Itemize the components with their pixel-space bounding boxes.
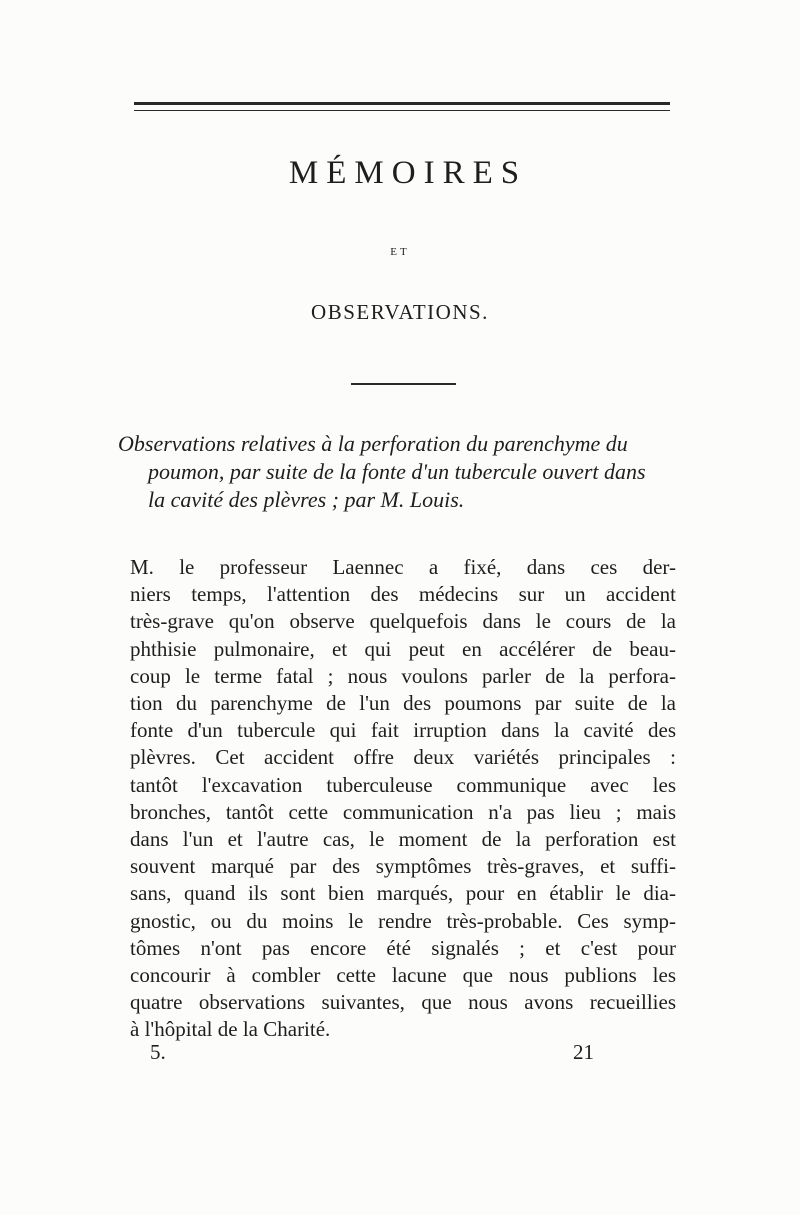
article-heading-line-2: poumon, par suite de la fonte d'un tubercule ouvert dans xyxy=(148,459,646,484)
body-line: à l'hôpital de la Charité. xyxy=(130,1017,331,1042)
article-heading-line-3: la cavité des plèvres ; par M. Louis. xyxy=(148,487,465,512)
body-line: coup le terme fatal ; nous voulons parler de la perfora- xyxy=(130,663,676,688)
body-line: M. le professeur Laennec a fixé, dans ces der- xyxy=(130,555,676,579)
body-line: très-grave qu'on observe quelquefois dans le cours de la xyxy=(130,609,676,634)
body-line: dans l'un et l'autre cas, le moment de la perforation est xyxy=(130,827,676,852)
section-subtitle: OBSERVATIONS. xyxy=(311,300,489,324)
header-double-rule-thick xyxy=(134,102,670,105)
body-line: gnostic, ou du moins le rendre très-probable. Ces symp- xyxy=(130,908,676,933)
section-title-conjunction: ET xyxy=(390,246,410,258)
section-divider-rule xyxy=(351,383,456,385)
body-line: fonte d'un tubercule qui fait irruption dans la cavité des xyxy=(130,718,676,743)
body-line: tômes n'ont pas encore été signalés ; et c'est pour xyxy=(130,935,676,960)
body-line: tantôt l'excavation tuberculeuse communique avec les xyxy=(130,772,676,797)
body-line: tion du parenchyme de l'un des poumons par suite de la xyxy=(130,691,676,716)
article-heading xyxy=(118,430,688,514)
body-line: niers temps, l'attention des médecins sur un accident xyxy=(130,582,676,607)
page-number: 21 xyxy=(573,1040,594,1064)
body-line: plèvres. Cet accident offre deux variétés principales : xyxy=(130,745,676,770)
article-body xyxy=(130,554,676,1044)
body-line: sans, quand ils sont bien marqués, pour en établir le dia- xyxy=(130,881,676,906)
signature-mark: 5. xyxy=(150,1040,166,1064)
body-line: quatre observations suivantes, que nous avons recueillies xyxy=(130,990,676,1015)
body-line: bronches, tantôt cette communication n'a pas lieu ; mais xyxy=(130,799,676,824)
section-title: MÉMOIRES xyxy=(288,155,528,191)
body-line: concourir à combler cette lacune que nous publions les xyxy=(130,963,676,988)
article-heading-line-1: Observations relatives à la perforation du parenchyme du xyxy=(118,431,628,456)
header-double-rule-thin xyxy=(134,110,670,111)
body-line: souvent marqué par des symptômes très-graves, et suffi- xyxy=(130,854,676,879)
body-line: phthisie pulmonaire, et qui peut en accélérer de beau- xyxy=(130,636,676,661)
